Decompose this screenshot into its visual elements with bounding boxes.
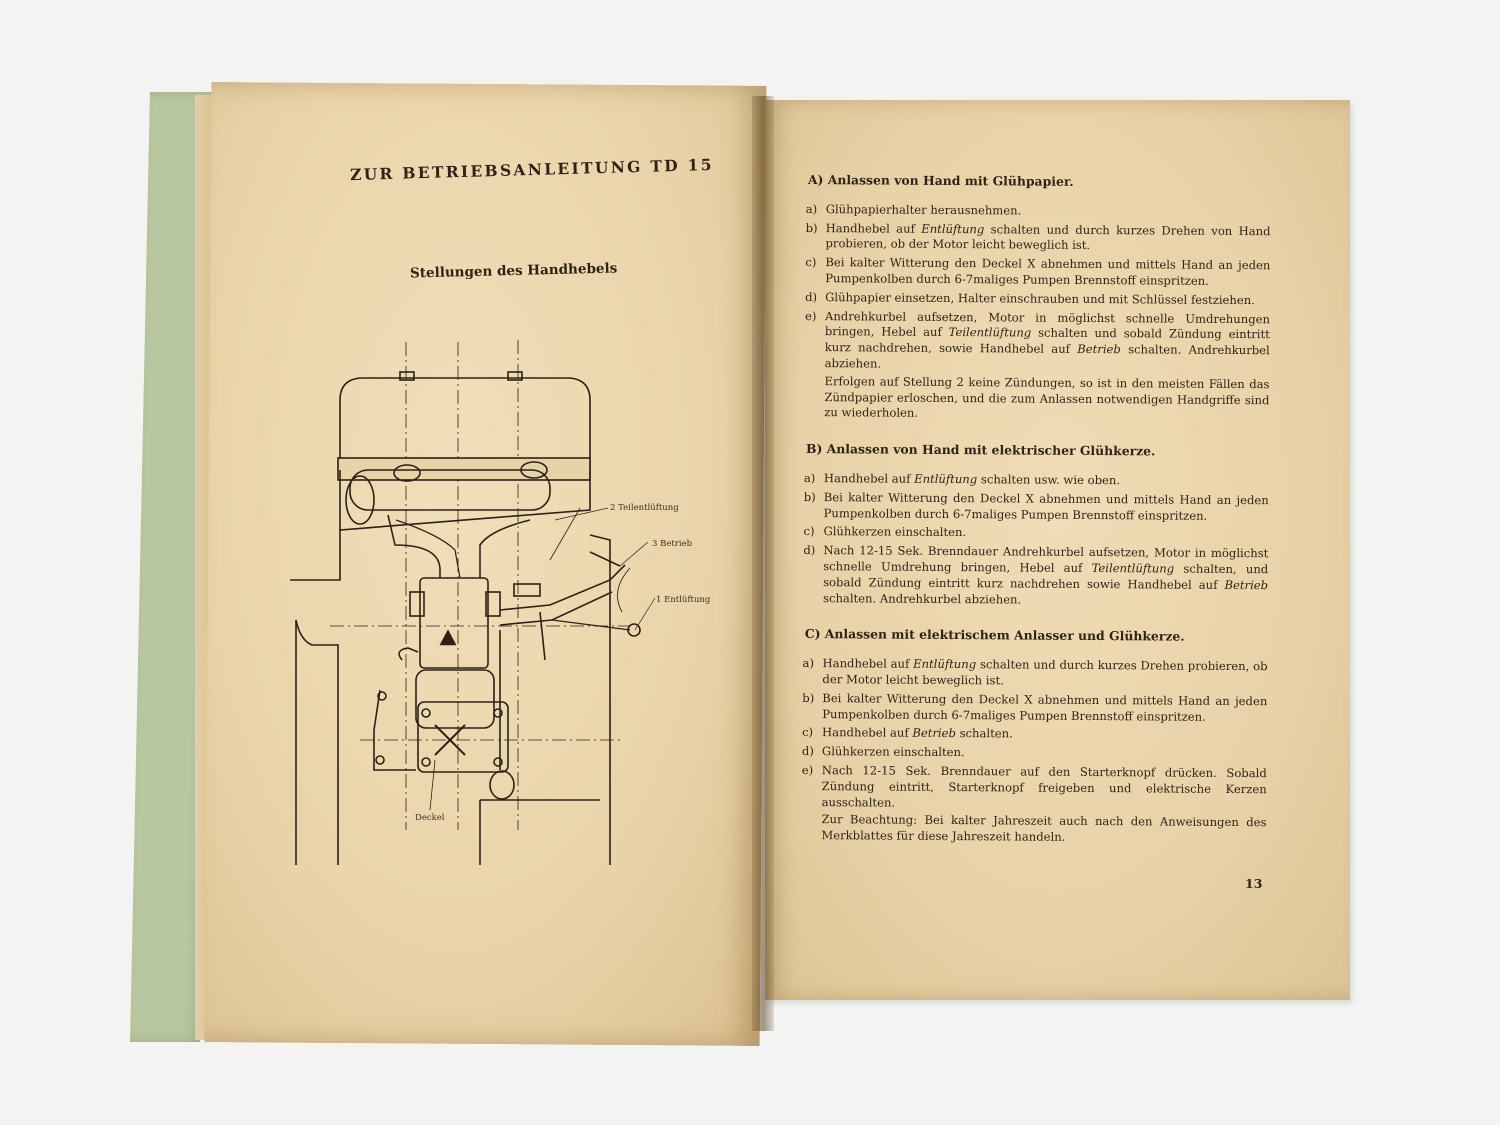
item-text: [825, 221, 1270, 256]
instruction-item: [804, 490, 1269, 525]
item-letter: b): [805, 220, 818, 235]
section-heading: A) Anlassen von Hand mit Glühpapier.: [807, 172, 1074, 189]
emphasized-term: Entlüftung: [914, 471, 978, 487]
emphasized-term: Teilentlüftung: [1091, 560, 1175, 576]
item-text: [823, 524, 1268, 543]
instruction-item: [802, 725, 1267, 744]
instruction-item: [804, 309, 1270, 425]
text-run: Nach 12-15 Sek. Brenndauer Andrehkurbel aufsetzen, Motor in möglichst schnelle Umdrehung bringen, Hebel auf: [823, 543, 1269, 575]
item-text: [822, 691, 1267, 726]
item-letter: e): [804, 308, 817, 323]
instruction-item: [804, 471, 1269, 490]
section-heading: C) Anlassen mit elektrischem Anlasser und Glühkerze.: [804, 626, 1185, 644]
instruction-item: [805, 221, 1270, 256]
engine-diagram: [290, 330, 730, 890]
instructions-text: [801, 172, 1271, 867]
text-run: schalten usw. wie oben.: [977, 472, 1121, 488]
text-run: Glühpapierhalter herausnehmen.: [825, 201, 1022, 218]
diagram-caption: Stellungen des Handhebels: [409, 260, 618, 282]
text-run: schalten. Andrehkurbel abziehen.: [824, 342, 1270, 371]
item-text: [824, 490, 1269, 525]
label-deckel: Deckel: [415, 813, 445, 823]
text-run: Nach 12-15 Sek. Brenndauer auf den Starterknopf drücken. Sobald Zündung eintritt, Starterknopf freigeben und elektrische Kerzen ausschalten.: [821, 763, 1267, 810]
item-text: [826, 202, 1271, 221]
item-letter: b): [803, 489, 816, 504]
emphasized-term: Entlüftung: [921, 221, 985, 236]
emphasized-term: Entlüftung: [913, 656, 977, 672]
instruction-section: [804, 172, 1271, 424]
text-run: Glühpapier einsetzen, Halter einschrauben und mit Schlüssel festziehen.: [825, 289, 1255, 307]
instruction-item: [802, 744, 1267, 763]
item-note: Zur Beachtung: Bei kalter Jahreszeit auch nach den Anweisungen des Merkblattes für diese Jahreszeit handeln.: [821, 812, 1267, 844]
item-text: [825, 255, 1270, 290]
page-number: 13: [1245, 876, 1263, 891]
text-run: Bei kalter Witterung den Deckel X abnehmen und mittels Hand an jeden Pumpenkolben durch 6-7maliges Pumpen Brennstoff einspritzen.: [822, 690, 1268, 724]
instruction-item: [802, 656, 1267, 691]
instruction-section: [801, 626, 1268, 847]
label-entlueftung: 1 Entlüftung: [656, 595, 711, 605]
item-text: [822, 744, 1267, 763]
item-letter: c): [805, 255, 817, 270]
text-run: Handhebel auf: [823, 471, 915, 486]
injection-pump: [420, 578, 488, 668]
item-letter: e): [801, 762, 814, 777]
text-run: schalten. Andrehkurbel abziehen.: [822, 590, 1022, 607]
item-letter: d): [801, 744, 814, 759]
left-page-title: ZUR BETRIEBSANLEITUNG TD 15: [349, 154, 715, 185]
item-text: [821, 763, 1267, 847]
text-run: schalten, und sobald Zündung eintritt kurz nachdrehen sowie Handhebel auf: [823, 561, 1269, 592]
emphasized-term: Betrieb: [1077, 342, 1121, 357]
text-run: Handhebel auf: [825, 220, 922, 236]
instruction-item: [801, 763, 1267, 847]
section-heading: B) Anlassen von Hand mit elektrischer Glühkerze.: [806, 441, 1156, 459]
emphasized-term: Betrieb: [1224, 577, 1269, 592]
item-letter: d): [805, 289, 818, 304]
item-text: [825, 290, 1270, 309]
item-letter: a): [805, 201, 818, 216]
emphasized-term: Teilentlüftung: [948, 325, 1032, 340]
text-run: Bei kalter Witterung den Deckel X abnehmen und mittels Hand an jeden Pumpenkolben durch 6-7maliges Pumpen Brennstoff einspritzen.: [823, 489, 1269, 523]
item-note: Erfolgen auf Stellung 2 keine Zündungen, so ist in den meisten Fällen das Zündpapier erloschen, und die zum Anlassen notwendigen Handgriffe sind zu wiederholen.: [824, 373, 1270, 421]
item-letter: a): [803, 470, 816, 486]
text-run: schalten und sobald Zündung eintritt kurz nachdrehen, sowie Handhebel auf: [824, 325, 1270, 357]
instruction-item: [803, 524, 1268, 543]
item-text: [823, 543, 1268, 609]
item-text: [824, 471, 1269, 490]
text-run: schalten.: [955, 726, 1013, 741]
item-text: [824, 309, 1270, 425]
instruction-item: [802, 691, 1267, 726]
item-text: [822, 656, 1267, 691]
instruction-item: [806, 202, 1271, 221]
item-text: [822, 725, 1267, 744]
text-run: Bei kalter Witterung den Deckel X abnehmen und mittels Hand an jeden Pumpenkolben durch 6-7maliges Pumpen Brennstoff einspritzen.: [825, 255, 1271, 288]
item-letter: c): [803, 524, 815, 539]
text-run: schalten und durch kurzes Drehen von Hand probieren, ob der Motor leicht beweglich ist.: [825, 221, 1271, 253]
label-betrieb: 3 Betrieb: [652, 539, 693, 549]
text-run: Glühkerzen einschalten.: [821, 744, 965, 760]
text-run: Handhebel auf: [822, 725, 913, 741]
label-teilentlueftung: 2 Teilentlüftung: [610, 503, 679, 513]
item-letter: a): [802, 656, 815, 671]
book-gutter: [752, 96, 774, 1031]
item-letter: c): [802, 725, 814, 740]
fuel-tank: [340, 378, 590, 470]
center-lines: [330, 340, 630, 830]
item-letter: b): [802, 690, 815, 705]
instruction-section: [803, 441, 1269, 609]
instruction-item: [805, 255, 1270, 290]
instruction-item: [803, 543, 1268, 609]
text-run: schalten und durch kurzes Drehen probieren, ob der Motor leicht beweglich ist.: [822, 657, 1268, 688]
item-letter: d): [803, 543, 816, 558]
text-run: Andrehkurbel aufsetzen, Motor in möglichst schnelle Umdrehungen bringen, Hebel auf: [824, 308, 1271, 340]
text-run: Glühkerzen einschalten.: [823, 524, 967, 540]
text-run: Handhebel auf: [822, 656, 914, 671]
emphasized-term: Betrieb: [912, 726, 956, 741]
instruction-item: [805, 290, 1270, 309]
